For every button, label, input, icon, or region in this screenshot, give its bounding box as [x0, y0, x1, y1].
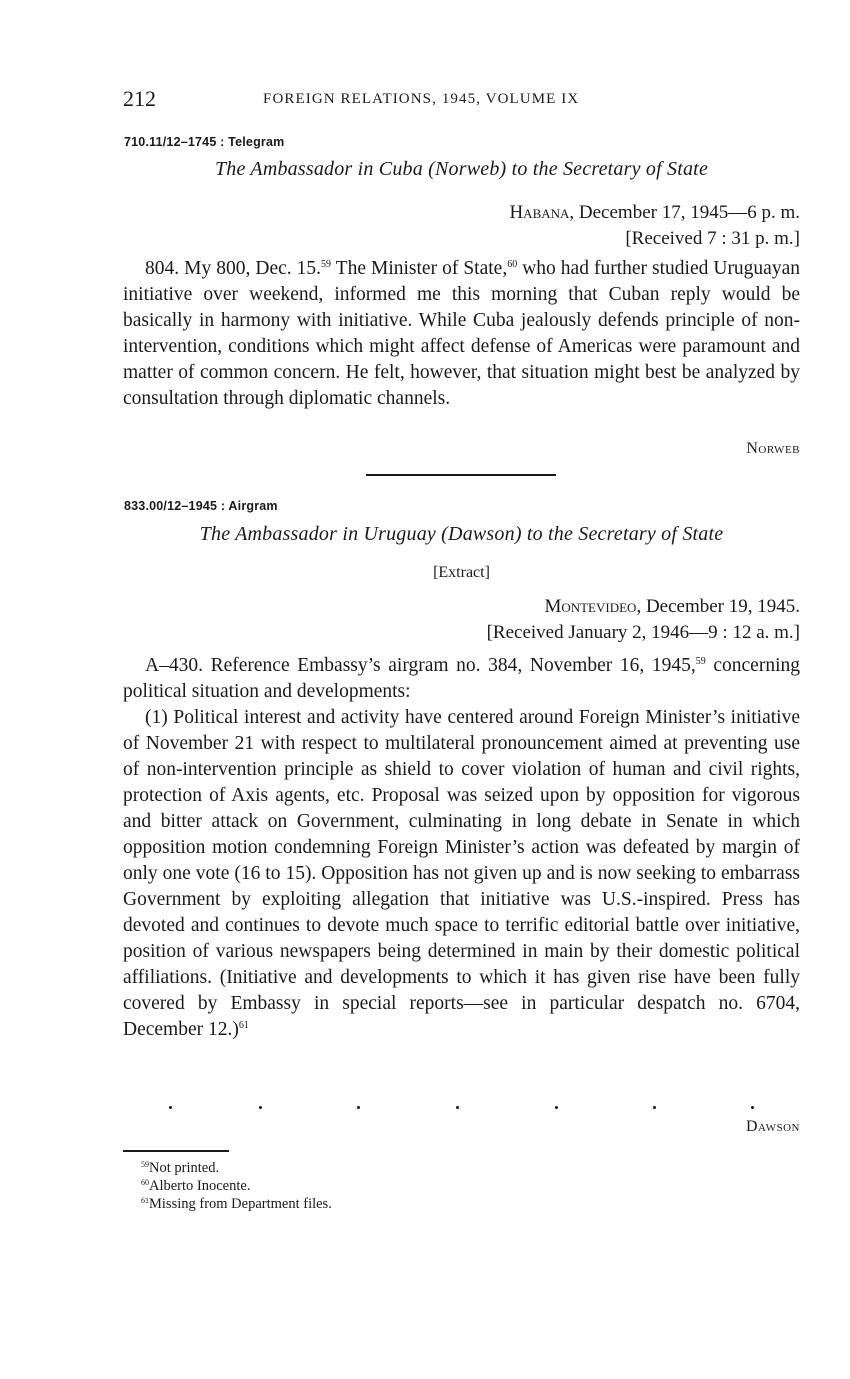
- footnote-ref-59-b: 59: [695, 656, 706, 667]
- doc1-place: Habana: [509, 202, 570, 223]
- doc2-para2-text: (1) Political interest and activity have centered around Foreign Minister’s initiative of November 21 with respect to multilateral pronouncement aimed at preventing use of non-intervention principle as shield to cover violation of human and civil rights, protection of Axis agents, etc. Proposal was seized upon by opposition for vigorous and bitter attack on Government, culminating in long debate in Senate in which opposition motion condemning Foreign Minister’s action was defeated by margin of only one vote (16 to 15). Opposition has not given up and is now seeking to embarrass Government by exploiting allegation that initiative was U.S.-inspired. Press has devoted and continues to devote much space to terrific editorial battle over initiative, position of various newspapers being determined in main by their domestic political affiliations. (Initiative and developments to which it has given rise have been fully covered by Embassy in special reports—see in particular despatch no. 6704, December 12.): [123, 707, 800, 1040]
- doc1-date: , December 17, 1945—6 p. m.: [569, 202, 800, 223]
- doc2-para1-part-a: A–430. Reference Embassy’s airgram no. 384, November 16, 1945,: [145, 655, 696, 676]
- footnote-61: [141, 1196, 332, 1213]
- doc1-file-reference: 710.11/12–1745 : Telegram: [124, 135, 285, 149]
- doc2-extract-label: [Extract]: [433, 564, 490, 581]
- doc2-place: Montevideo: [544, 596, 637, 617]
- footnote-rule: [123, 1150, 229, 1152]
- doc1-dateline: [509, 202, 800, 224]
- footnote-59: [141, 1160, 219, 1177]
- doc2-title: [123, 523, 800, 546]
- doc2-received: [Received January 2, 1946—9 : 12 a. m.]: [486, 622, 800, 643]
- ellipsis-dot: [751, 1106, 754, 1109]
- footnote-ref-60: 60: [507, 259, 518, 270]
- ellipsis-dot: [653, 1106, 656, 1109]
- doc1-title-part-b: ) to the Secretary of State: [499, 158, 709, 180]
- doc1-body-part-c: who had further studied Uruguayan initiative over weekend, informed me this morning that Cuban reply would be basically in harmony with initiative. While Cuba jealously defends principle of non-intervention, conditions which might affect defense of Americas were paramount and matter of common concern. He felt, however, that situation might best be analyzed by consultation through diplomatic channels.: [123, 258, 800, 409]
- section-divider: [366, 474, 556, 476]
- doc1-title-part-a: The Ambassador in Cuba (: [214, 158, 435, 180]
- doc1-title: [123, 158, 800, 181]
- doc2-paragraph-1: [123, 653, 800, 705]
- doc2-signature: Dawson: [745, 1118, 800, 1135]
- footnote-text: Missing from Department files.: [149, 1196, 332, 1212]
- ellipsis-dot: [456, 1106, 459, 1109]
- doc2-file-reference: 833.00/12–1945 : Airgram: [124, 499, 278, 513]
- ellipsis-dot: [169, 1106, 172, 1109]
- doc2-title-name: Dawson: [448, 523, 515, 545]
- doc2-paragraph-2: [123, 705, 800, 1043]
- doc1-received: [Received 7 : 31 p. m.]: [625, 228, 800, 249]
- footnote-mark: 60: [141, 1178, 149, 1187]
- footnote-mark: 61: [141, 1196, 149, 1205]
- doc2-date: , December 19, 1945.: [636, 596, 800, 617]
- page-number: 212: [123, 86, 156, 111]
- doc2-para1-part-b: concerning political situation and developments:: [123, 655, 800, 702]
- footnote-ref-61: 61: [238, 1020, 249, 1031]
- footnote-ref-59: 59: [321, 259, 332, 270]
- footnote-text: Not printed.: [149, 1160, 220, 1176]
- running-title: FOREIGN RELATIONS, 1945, VOLUME IX: [263, 91, 580, 107]
- doc1-signature: Norweb: [746, 440, 800, 457]
- doc1-title-name: Norweb: [434, 158, 500, 180]
- footnote-60: [141, 1178, 250, 1195]
- footnote-text: Alberto Inocente.: [149, 1178, 251, 1194]
- doc1-body-part-b: The Minister of State,: [331, 258, 508, 279]
- doc2-title-part-b: ) to the Secretary of State: [514, 523, 724, 545]
- ellipsis-dot: [357, 1106, 360, 1109]
- doc1-body: [123, 256, 800, 412]
- doc1-body-part-a: 804. My 800, Dec. 15.: [145, 258, 322, 279]
- ellipsis-dot: [259, 1106, 262, 1109]
- doc2-title-part-a: The Ambassador in Uruguay (: [199, 523, 449, 545]
- ellipsis-dot: [555, 1106, 558, 1109]
- doc2-dateline: [544, 596, 800, 618]
- footnote-mark: 59: [141, 1160, 149, 1169]
